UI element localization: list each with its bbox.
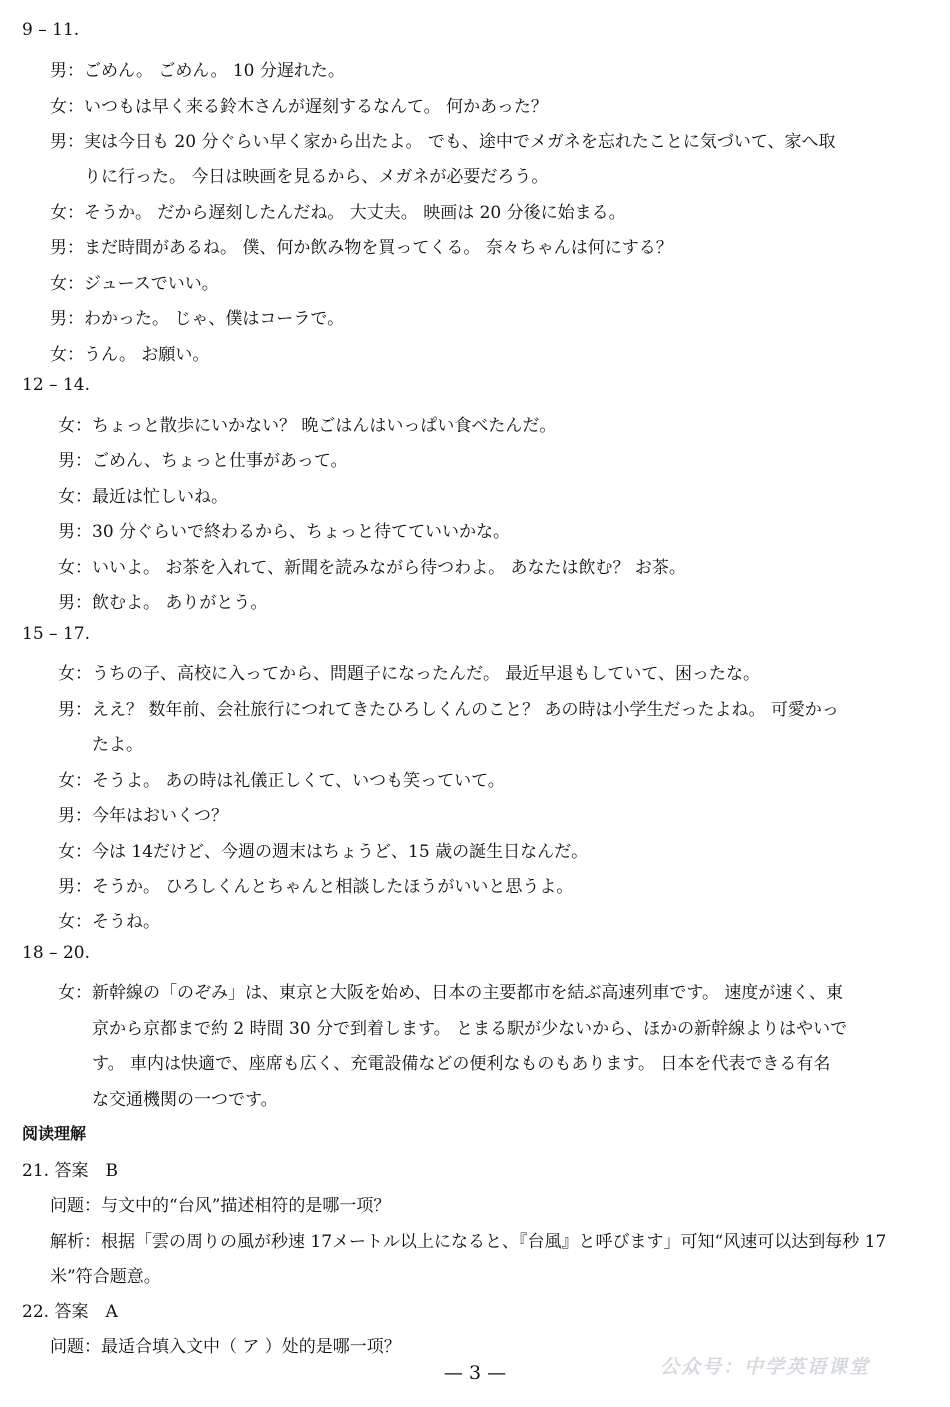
dialogue-line-continued bbox=[92, 1014, 847, 1039]
speaker-label: 男： bbox=[58, 806, 92, 826]
dialogue-line bbox=[58, 695, 839, 720]
dialogue-line bbox=[58, 517, 510, 542]
dialogue-text: そうね。 bbox=[92, 912, 160, 932]
dialogue-text: りに行った。 今日は映画を見るから、メガネが必要だろう。 bbox=[84, 167, 549, 187]
speaker-label: 女： bbox=[58, 664, 92, 684]
speaker-label: 男： bbox=[58, 593, 92, 613]
dialogue-text: うん。 お願い。 bbox=[84, 345, 210, 365]
speaker-label: 男： bbox=[58, 522, 92, 542]
speaker-label: 男： bbox=[50, 238, 84, 258]
dialogue-line-continued bbox=[84, 162, 548, 187]
dialogue-line bbox=[58, 766, 505, 791]
dialogue-line bbox=[58, 659, 760, 684]
speaker-label: 女： bbox=[58, 487, 92, 507]
speaker-label: 男： bbox=[58, 700, 92, 720]
section-heading-12-14: 12 – 14. bbox=[22, 375, 90, 395]
dialogue-line bbox=[50, 269, 219, 294]
dialogue-line bbox=[50, 127, 836, 152]
answer-21-label: 21. 答案 B bbox=[22, 1161, 118, 1181]
section-heading-18-20: 18 – 20. bbox=[22, 943, 90, 963]
dialogue-text: 実は今日も 20 分ぐらい早く家から出たよ。 でも、途中でメガネを忘れたことに気づいて、家へ取 bbox=[84, 132, 836, 152]
dialogue-line bbox=[50, 92, 548, 117]
answer-22-label: 22. 答案 A bbox=[22, 1302, 118, 1322]
speaker-label: 男： bbox=[50, 132, 84, 152]
dialogue-line bbox=[58, 872, 573, 897]
speaker-label: 女： bbox=[58, 771, 92, 791]
speaker-label: 女： bbox=[50, 274, 84, 294]
dialogue-text: いいよ。 お茶を入れて、新聞を読みながら待つわよ。 あなたは飲む？ お茶。 bbox=[92, 558, 686, 578]
speaker-label: 女： bbox=[50, 345, 84, 365]
speaker-label: 女： bbox=[58, 416, 92, 436]
watermark-text: 公众号：中学英语课堂 bbox=[660, 1356, 871, 1378]
speaker-label: 女： bbox=[50, 97, 84, 117]
dialogue-text: 30 分ぐらいで終わるから、ちょっと待てていいかな。 bbox=[92, 522, 511, 542]
dialogue-text: うちの子、高校に入ってから、問題子になったんだ。 最近早退もしていて、困ったな。 bbox=[92, 664, 761, 684]
dialogue-text: ええ？ 数年前、会社旅行につれてきたひろしくんのこと？ あの時は小学生だったよね。 可愛かっ bbox=[92, 700, 839, 720]
dialogue-text: そうか。 ひろしくんとちゃんと相談したほうがいいと思うよ。 bbox=[92, 877, 574, 897]
dialogue-text: まだ時間があるね。 僕、何か飲み物を買ってくる。 奈々ちゃんは何にする？ bbox=[84, 238, 673, 258]
dialogue-line bbox=[50, 304, 344, 329]
dialogue-line-continued bbox=[92, 1049, 830, 1074]
page-number: — 3 — bbox=[443, 1362, 507, 1384]
dialogue-line bbox=[50, 233, 673, 258]
dialogue-text: ごめん、ちょっと仕事があって。 bbox=[92, 451, 348, 471]
speaker-label: 女： bbox=[58, 558, 92, 578]
dialogue-line bbox=[50, 198, 626, 223]
dialogue-line bbox=[58, 411, 556, 436]
dialogue-line bbox=[58, 837, 588, 862]
dialogue-text: 今年はおいくつ？ bbox=[92, 806, 228, 826]
section-heading-15-17: 15 – 17. bbox=[22, 624, 90, 644]
dialogue-line bbox=[58, 978, 843, 1003]
dialogue-line bbox=[58, 588, 267, 613]
dialogue-line-continued bbox=[92, 730, 143, 755]
dialogue-text: そうか。 だから遅刻したんだね。 大丈夫。 映画は 20 分後に始まる。 bbox=[84, 203, 626, 223]
dialogue-line bbox=[58, 446, 348, 471]
question-21-text: 问题：与文中的“台风”描述相符的是哪一项？ bbox=[50, 1196, 391, 1216]
speaker-label: 男： bbox=[50, 61, 84, 81]
speaker-label: 男： bbox=[58, 451, 92, 471]
section-heading-9-11: 9 – 11. bbox=[22, 20, 80, 40]
dialogue-text: たよ。 bbox=[92, 735, 143, 755]
dialogue-text: 飲むよ。 ありがとう。 bbox=[92, 593, 268, 613]
dialogue-line-continued bbox=[92, 1085, 278, 1110]
speaker-label: 女： bbox=[58, 912, 92, 932]
dialogue-line bbox=[58, 553, 686, 578]
speaker-label: 女： bbox=[58, 842, 92, 862]
speaker-label: 男： bbox=[50, 309, 84, 329]
question-22-text: 问题：最适合填入文中（ ア ）处的是哪一项？ bbox=[50, 1337, 401, 1357]
dialogue-text: な交通機関の一つです。 bbox=[92, 1090, 278, 1110]
dialogue-line bbox=[50, 340, 209, 365]
reading-section-title: 阅读理解 bbox=[22, 1124, 87, 1143]
dialogue-text: そうよ。 あの時は礼儀正しくて、いつも笑っていて。 bbox=[92, 771, 505, 791]
analysis-21-line-2: 米”符合题意。 bbox=[50, 1267, 161, 1287]
dialogue-line bbox=[50, 56, 345, 81]
dialogue-text: 最近は忙しいね。 bbox=[92, 487, 228, 507]
speaker-label: 女： bbox=[50, 203, 84, 223]
dialogue-text: 今は 14だけど、今週の週末はちょうど、15 歳の誕生日なんだ。 bbox=[92, 842, 589, 862]
dialogue-line bbox=[58, 907, 160, 932]
dialogue-text: ごめん。 ごめん。 10 分遅れた。 bbox=[84, 61, 345, 81]
analysis-21-line-1: 解析：根据「雲の周りの風が秒速 17メートル以上になると、『台風』と呼びます」可知“风速可以达到每秒 17 bbox=[50, 1232, 887, 1252]
dialogue-text: わかった。 じゃ、僕はコーラで。 bbox=[84, 309, 345, 329]
speaker-label: 男： bbox=[58, 877, 92, 897]
dialogue-line bbox=[58, 801, 228, 826]
dialogue-text: す。 車内は快適で、座席も広く、充電設備などの便利なものもあります。 日本を代表できる有名 bbox=[92, 1054, 831, 1074]
dialogue-text: ジュースでいい。 bbox=[84, 274, 219, 294]
dialogue-text: 新幹線の「のぞみ」は、東京と大阪を始め、日本の主要都市を結ぶ高速列車です。 速度が速く、東 bbox=[92, 983, 844, 1003]
dialogue-text: 京から京都まで約 2 時間 30 分で到着します。 とまる駅が少ないから、ほかの新幹線よりはやいで bbox=[92, 1019, 848, 1039]
dialogue-text: いつもは早く来る鈴木さんが遅刻するなんて。 何かあった？ bbox=[84, 97, 548, 117]
speaker-label: 女： bbox=[58, 983, 92, 1003]
dialogue-line bbox=[58, 482, 228, 507]
dialogue-text: ちょっと散歩にいかない？ 晩ごはんはいっぱい食べたんだ。 bbox=[92, 416, 557, 436]
